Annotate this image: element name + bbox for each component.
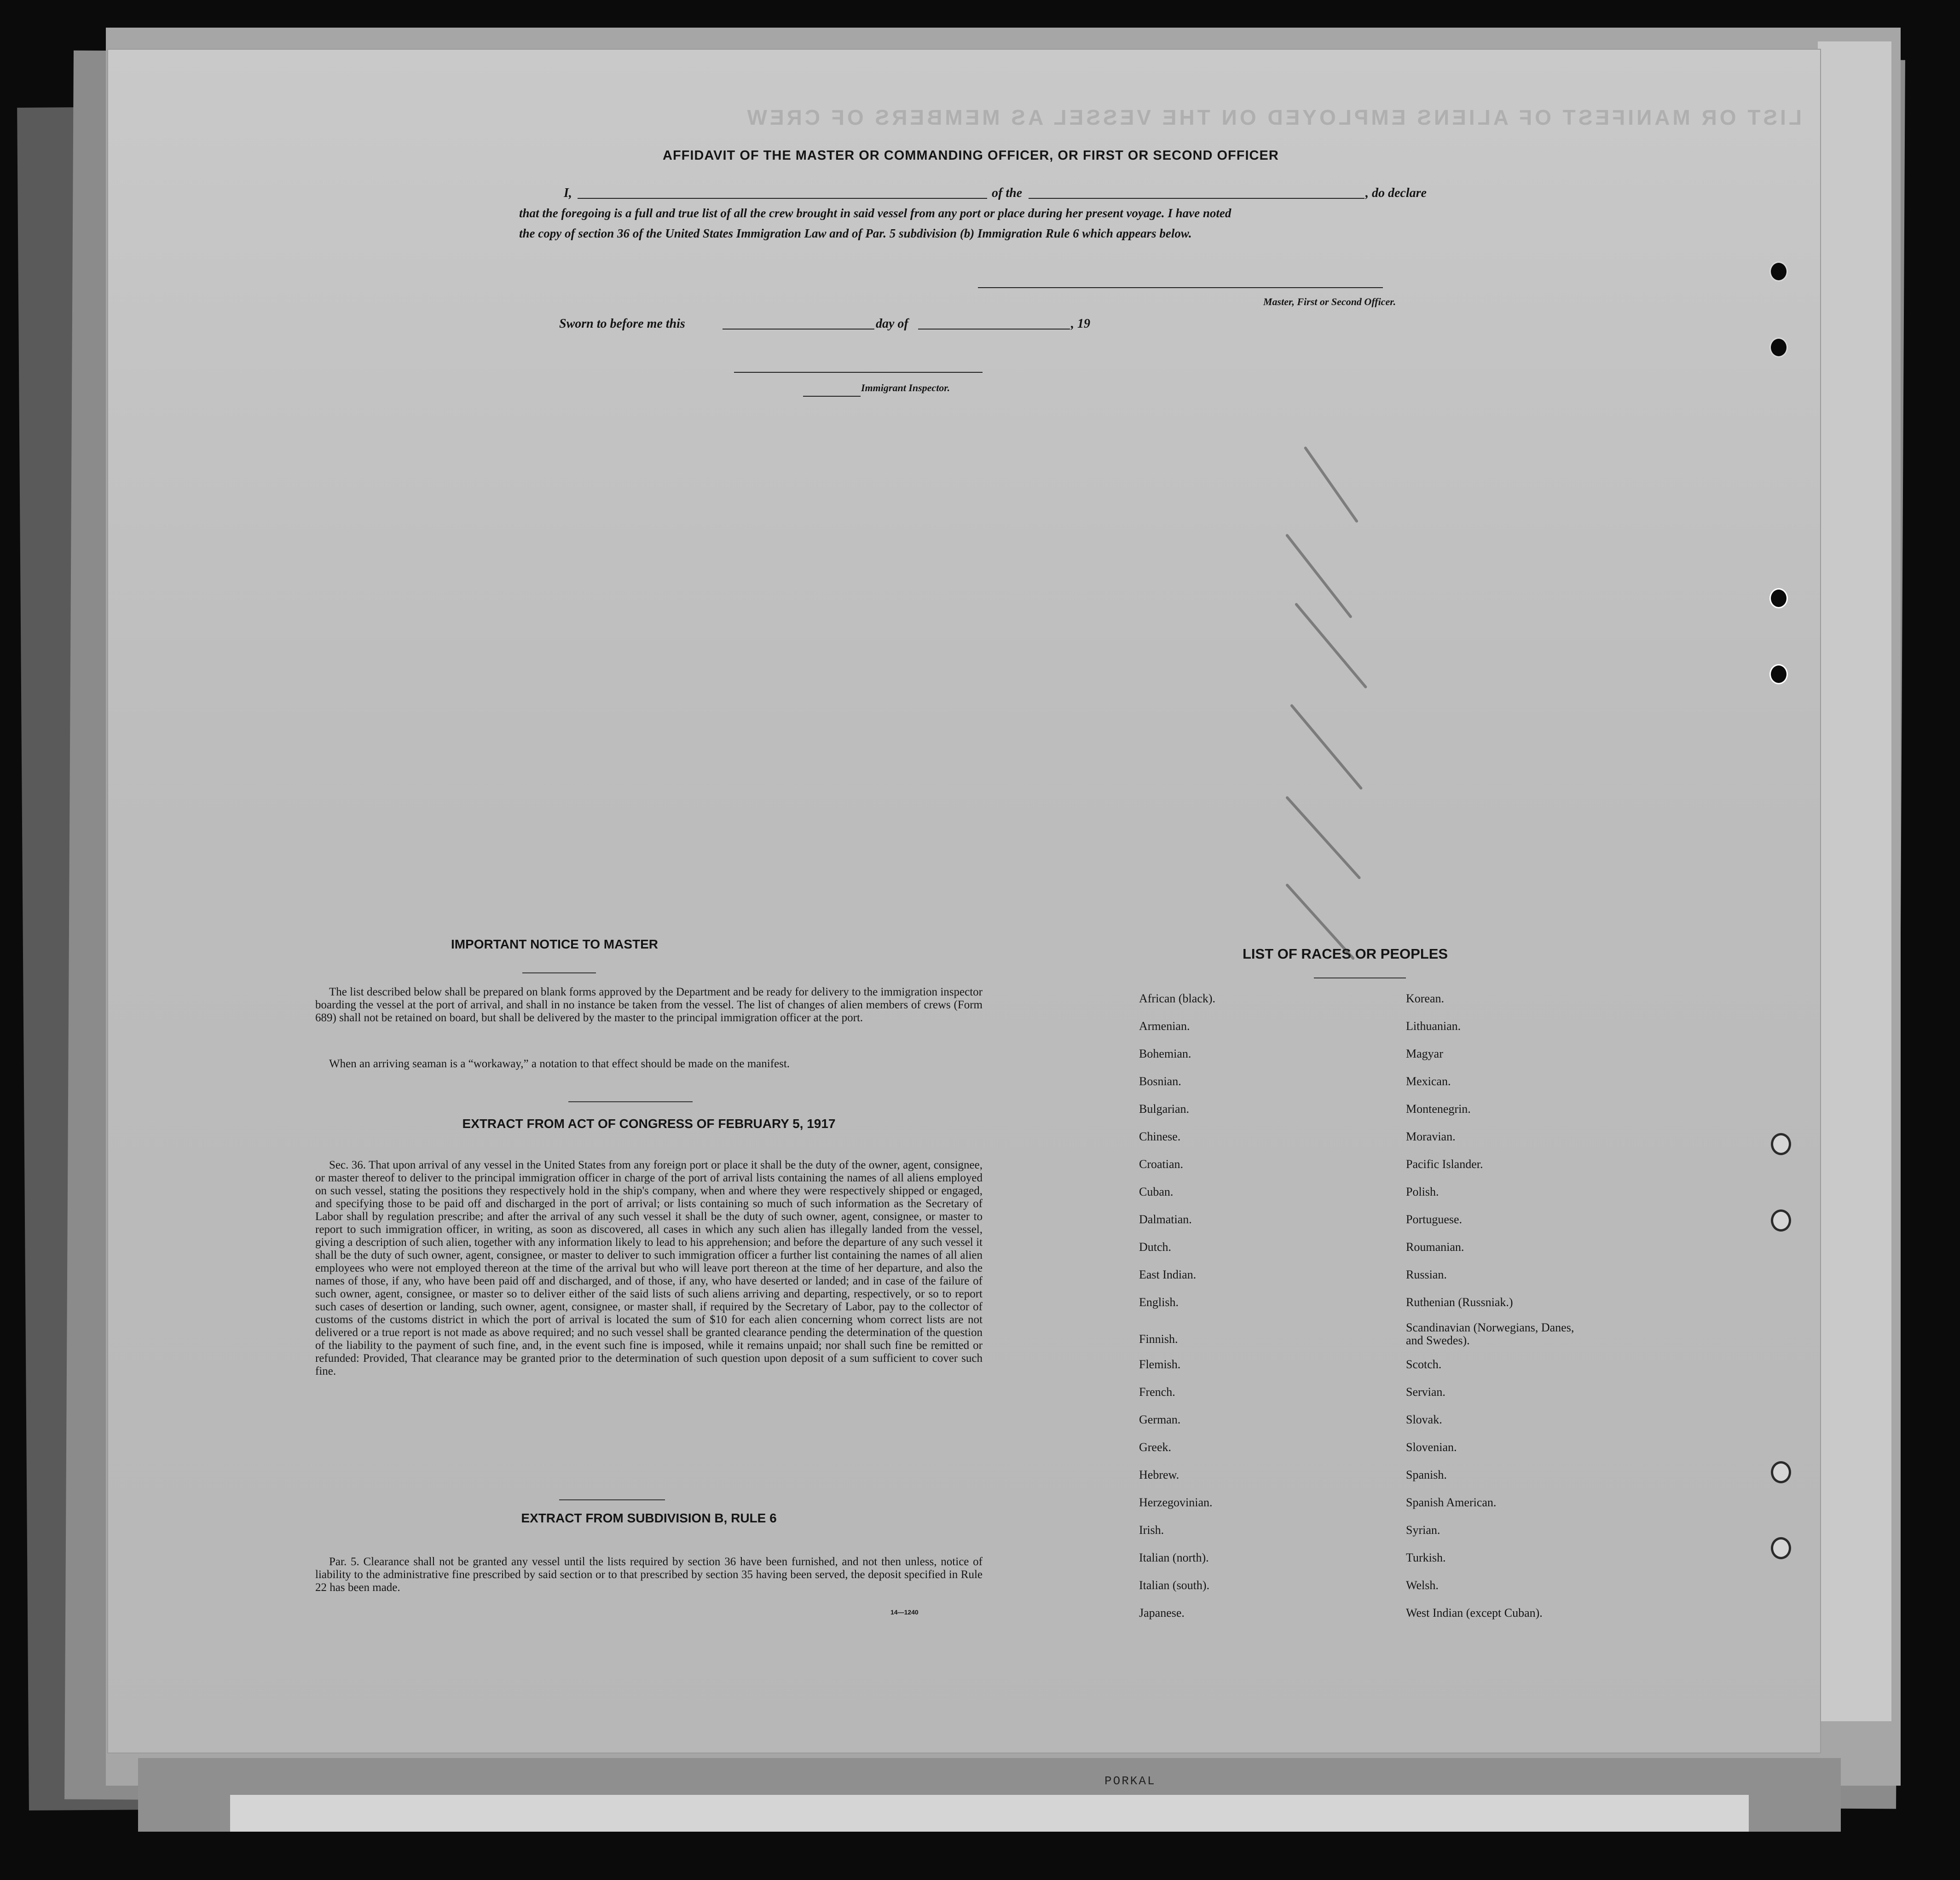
sworn-day-of: day of (876, 317, 908, 331)
affidavit-line2: that the foregoing is a full and true list of all the crew brought in said vessel from any port or place during her present voyage. I have noted (519, 206, 1232, 220)
sworn-month-blank (918, 329, 1070, 330)
affidavit-line1-end: , do declare (1365, 186, 1427, 200)
ink-streak (1295, 602, 1368, 689)
race-item: Slovak. (1406, 1413, 1442, 1426)
race-item: Scandinavian (Norwegians, Danes, and Swedes). (1406, 1321, 1574, 1347)
binder-hole (1769, 337, 1788, 358)
inspector-signature-line (734, 372, 983, 373)
race-item: Polish. (1406, 1185, 1439, 1198)
divider (559, 1499, 665, 1500)
background-sheet-edge (1818, 41, 1891, 1721)
rule-text: Par. 5. Clearance shall not be granted any vessel until the lists required by section 36 have been furnished, and not then unless, notice of liability to the administrative fine prescribed by said section or to that prescribed by section 35 having been served, the deposit specified in Rule 22 has been made. (315, 1556, 983, 1594)
sworn-text: Sworn to before me this (559, 317, 685, 331)
race-item: Russian. (1406, 1268, 1447, 1281)
race-item: German. (1139, 1413, 1181, 1426)
form-number: 14—1240 (890, 1608, 919, 1616)
race-item: Finnish. (1139, 1332, 1178, 1346)
bottom-strip-label: PORKAL (1104, 1774, 1156, 1788)
race-item: Slovenian. (1406, 1440, 1457, 1454)
race-item: Cuban. (1139, 1185, 1174, 1198)
name-blank (578, 198, 987, 199)
manifest-page (108, 50, 1820, 1753)
ink-streak (1304, 446, 1359, 523)
race-item: Bohemian. (1139, 1047, 1191, 1060)
binder-hole (1769, 261, 1788, 282)
inspector-caption: Immigrant Inspector. (861, 382, 950, 393)
binder-hole-reinforcement (1771, 1133, 1791, 1155)
binder-hole-reinforcement (1771, 1209, 1791, 1232)
master-caption: Master, First or Second Officer. (1263, 296, 1396, 307)
binder-hole-reinforcement (1771, 1461, 1791, 1483)
race-item: West Indian (except Cuban). (1406, 1606, 1543, 1620)
race-item: East Indian. (1139, 1268, 1197, 1281)
affidavit-line1-i: I, (564, 186, 572, 200)
sworn-day-blank (723, 329, 874, 330)
race-item: Welsh. (1406, 1579, 1439, 1592)
race-item: Ruthenian (Russniak.) (1406, 1296, 1513, 1309)
binder-hole-reinforcement (1771, 1537, 1791, 1559)
notice-para2: When an arriving seaman is a “workaway,” a notation to that effect should be made on the manifest. (329, 1058, 790, 1070)
race-item: Portuguese. (1406, 1213, 1463, 1226)
notice-title: IMPORTANT NOTICE TO MASTER (451, 937, 659, 951)
race-item: African (black). (1139, 992, 1216, 1005)
race-item: Greek. (1139, 1440, 1172, 1454)
race-item: Roumanian. (1406, 1240, 1464, 1254)
affidavit-title: AFFIDAVIT OF THE MASTER OR COMMANDING OFFICER, OR FIRST OR SECOND OFFICER (663, 148, 1279, 163)
ink-streak (1285, 796, 1361, 879)
race-item: Irish. (1139, 1523, 1164, 1537)
race-item: Moravian. (1406, 1130, 1456, 1143)
bottom-sheet-edge (230, 1795, 1749, 1832)
race-item: Montenegrin. (1406, 1102, 1471, 1116)
race-item: Magyar (1406, 1047, 1443, 1060)
rule-title: EXTRACT FROM SUBDIVISION B, RULE 6 (521, 1511, 777, 1525)
race-item: Mexican. (1406, 1075, 1451, 1088)
race-item: Hebrew. (1139, 1468, 1179, 1481)
divider (522, 972, 596, 973)
race-item: Pacific Islander. (1406, 1157, 1483, 1171)
race-item: Italian (south). (1139, 1579, 1210, 1592)
race-item: Bulgarian. (1139, 1102, 1190, 1116)
race-item: Spanish. (1406, 1468, 1447, 1481)
races-title: LIST OF RACES OR PEOPLES (1243, 946, 1448, 962)
affidavit-line1-of: of the (992, 186, 1023, 200)
ink-streak (1290, 704, 1363, 790)
sworn-year: , 19 (1071, 317, 1090, 331)
binder-hole (1769, 664, 1788, 684)
divider (568, 1101, 693, 1102)
race-item: Herzegovinian. (1139, 1496, 1213, 1509)
race-item: Armenian. (1139, 1019, 1190, 1033)
race-item: Chinese. (1139, 1130, 1181, 1143)
bleed-through-header: LIST OR MANIFEST OF ALIENS EMPLOYED ON THE VESSEL AS MEMBERS OF CREW (744, 105, 1802, 129)
race-item: Japanese. (1139, 1606, 1185, 1620)
race-item: Flemish. (1139, 1358, 1181, 1371)
notice-para1: The list described below shall be prepared on blank forms approved by the Department and be ready for delivery to the immigration inspector boarding the vessel at the port of arrival, and shall in no instance be taken from the vessel. The list of changes of alien members of crews (Form 689) shall not be retained on board, but shall be delivered by the master to the principal immigration officer at the port. (315, 986, 983, 1024)
race-item: Dutch. (1139, 1240, 1172, 1254)
race-item: Lithuanian. (1406, 1019, 1461, 1033)
race-item: Servian. (1406, 1385, 1445, 1399)
inspector-dash (803, 396, 861, 397)
race-item: Scotch. (1406, 1358, 1442, 1371)
race-item: Syrian. (1406, 1523, 1440, 1537)
race-item: Spanish American. (1406, 1496, 1497, 1509)
race-item: French. (1139, 1385, 1175, 1399)
race-item: Croatian. (1139, 1157, 1184, 1171)
race-item: English. (1139, 1296, 1179, 1309)
act-title: EXTRACT FROM ACT OF CONGRESS OF FEBRUARY 5, 1917 (462, 1116, 836, 1131)
race-item: Bosnian. (1139, 1075, 1181, 1088)
race-item: Italian (north). (1139, 1551, 1209, 1564)
race-item: Turkish. (1406, 1551, 1446, 1564)
master-signature-line (978, 287, 1383, 288)
race-item: Dalmatian. (1139, 1213, 1192, 1226)
binder-hole (1769, 588, 1788, 608)
act-text: Sec. 36. That upon arrival of any vessel in the United States from any foreign port or place it shall be the duty of the owner, agent, consignee, or master thereof to deliver to the principal immigration officer in charge of the port of arrival lists containing the names of all aliens employed on such vessel, stating the positions they respectively hold in the ship's company, when and where they were respectively shipped or engaged, and specifying those to be paid off and discharged in the port of arrival; or lists containing so much of such information as the Secretary of Labor shall by regulation prescribe; and after the arrival of any such vessel it shall be the duty of such owner, agent, consignee, or master to report to such immigration officer, in writing, as soon as discovered, all cases in which any such alien has illegally landed from the vessel, giving a description of such alien, together with any information likely to lead to his apprehension; and before the departure of any such vessel it shall be the duty of such owner, agent, consignee, or master to deliver to such immigration officer a further list containing the names of all alien employees who were not employed thereon at the time of the arrival but who will leave port thereon at the time of her departure, and also the names of those, if any, who have been paid off and discharged, and of those, if any, who have deserted or landed; and in case of the failure of such owner, agent, consignee, or master so to deliver either of the said lists of such aliens arriving and departing, respectively, or so to report such cases of desertion or landing, such owner, agent, consignee, or master shall, if required by the Secretary of Labor, pay to the collector of customs of the customs district in which the port of arrival is located the sum of $10 for each alien concerning whom correct lists are not delivered or a true report is not made as above required; and no such vessel shall be granted clearance pending the determination of the question of the liability to the payment of such fine, and, in the event such fine is imposed, while it remains unpaid; nor shall such fine be remitted or refunded: Provided, That clearance may be granted prior to the determination of such question upon deposit of a sum sufficient to cover such fine. (315, 1159, 983, 1377)
vessel-blank (1029, 198, 1364, 199)
race-item: Korean. (1406, 992, 1445, 1005)
affidavit-line3: the copy of section 36 of the United States Immigration Law and of Par. 5 subdivision (b) Immigration Rule 6 which appears below. (519, 226, 1192, 240)
